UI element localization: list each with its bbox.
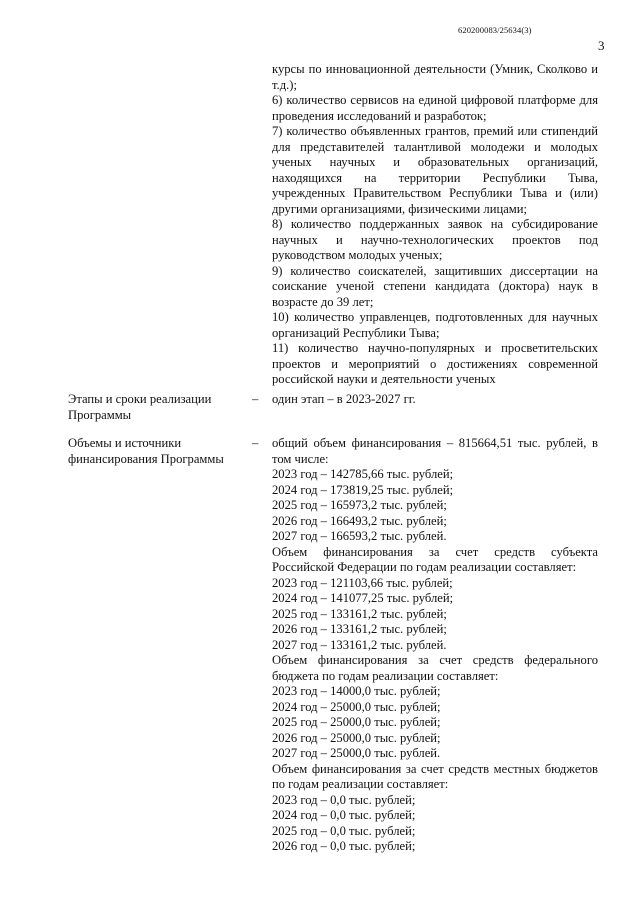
indicator-item: 7) количество объявленных грантов, премий или стипендий для представителей талантливой молодежи и молодых ученых научных и образовательных организаций, находящихся на территории Республики Тыва, учрежденных Правительством Республики Тыва и (или) другими организациями, физическими лицами; bbox=[272, 124, 598, 216]
funding-total-year: 2025 год – 165973,2 тыс. рублей; bbox=[272, 498, 447, 512]
indicator-item: курсы по инновационной деятельности (Умник, Сколково и т.д.); bbox=[272, 62, 598, 92]
funding-total-year: 2024 год – 173819,25 тыс. рублей; bbox=[272, 482, 454, 497]
funding-total: общий объем финансирования – 815664,51 тыс. рублей, в том числе: bbox=[272, 436, 598, 466]
funding-federal-year: 2026 год – 25000,0 тыс. рублей; bbox=[272, 730, 441, 745]
funding-regional-heading: Объем финансирования за счет средств субъекта Российской Федерации по годам реализации составляет: bbox=[272, 544, 598, 574]
funding-local-year: 2026 год – 0,0 тыс. рублей; bbox=[272, 839, 416, 853]
page-number: 3 bbox=[598, 38, 605, 53]
indicator-item: 8) количество поддержанных заявок на субсидирование научных и научно-технологических проектов под руководством молодых ученых; bbox=[272, 217, 598, 262]
funding-details bbox=[272, 436, 598, 855]
funding-total-year: 2023 год – 142785,66 тыс. рублей; bbox=[272, 467, 454, 481]
funding-local-year: 2023 год – 0,0 тыс. рублей; bbox=[272, 792, 416, 807]
funding-federal-year: 2027 год – 25000,0 тыс. рублей. bbox=[272, 746, 441, 760]
stages-dash: – bbox=[252, 392, 259, 406]
indicator-item: 11) количество научно-популярных и просветительских проектов и мероприятий о достижениях современной российской науки и деятельности ученых bbox=[272, 341, 598, 386]
funding-local-heading: Объем финансирования за счет средств местных бюджетов по годам реализации составляет: bbox=[272, 761, 598, 791]
funding-local-year: 2024 год – 0,0 тыс. рублей; bbox=[272, 808, 416, 822]
indicator-item: 10) количество управленцев, подготовленных для научных организаций Республики Тыва; bbox=[272, 310, 598, 340]
funding-regional-year: 2026 год – 133161,2 тыс. рублей; bbox=[272, 622, 447, 636]
funding-label: Объемы и источники финансирования Программы bbox=[68, 436, 224, 466]
stages-label: Этапы и сроки реализации Программы bbox=[68, 392, 212, 422]
funding-total-year: 2027 год – 166593,2 тыс. рублей. bbox=[272, 529, 447, 543]
indicator-item: 9) количество соискателей, защитивших диссертации на соискание ученой степени кандидата (доктора) наук в возрасте до 39 лет; bbox=[272, 263, 598, 309]
funding-local-year: 2025 год – 0,0 тыс. рублей; bbox=[272, 823, 416, 838]
funding-regional-year: 2025 год – 133161,2 тыс. рублей; bbox=[272, 606, 447, 621]
stages-value: один этап – в 2023-2027 гг. bbox=[272, 392, 416, 406]
funding-federal-year: 2023 год – 14000,0 тыс. рублей; bbox=[272, 684, 441, 698]
funding-regional-year: 2023 год – 121103,66 тыс. рублей; bbox=[272, 575, 453, 590]
document-id: 620200083/25634(3) bbox=[458, 25, 532, 35]
funding-total-year: 2026 год – 166493,2 тыс. рублей; bbox=[272, 513, 447, 528]
funding-federal-heading: Объем финансирования за счет средств федерального бюджета по годам реализации составляет: bbox=[272, 653, 598, 683]
funding-regional-year: 2024 год – 141077,25 тыс. рублей; bbox=[272, 591, 454, 605]
funding-federal-year: 2025 год – 25000,0 тыс. рублей; bbox=[272, 715, 441, 729]
funding-regional-year: 2027 год – 133161,2 тыс. рублей. bbox=[272, 637, 447, 652]
indicators-list bbox=[272, 62, 598, 388]
funding-federal-year: 2024 год – 25000,0 тыс. рублей; bbox=[272, 699, 441, 714]
funding-dash: – bbox=[252, 436, 259, 450]
indicator-item: 6) количество сервисов на единой цифровой платформе для проведения исследований и разработок; bbox=[272, 93, 598, 123]
